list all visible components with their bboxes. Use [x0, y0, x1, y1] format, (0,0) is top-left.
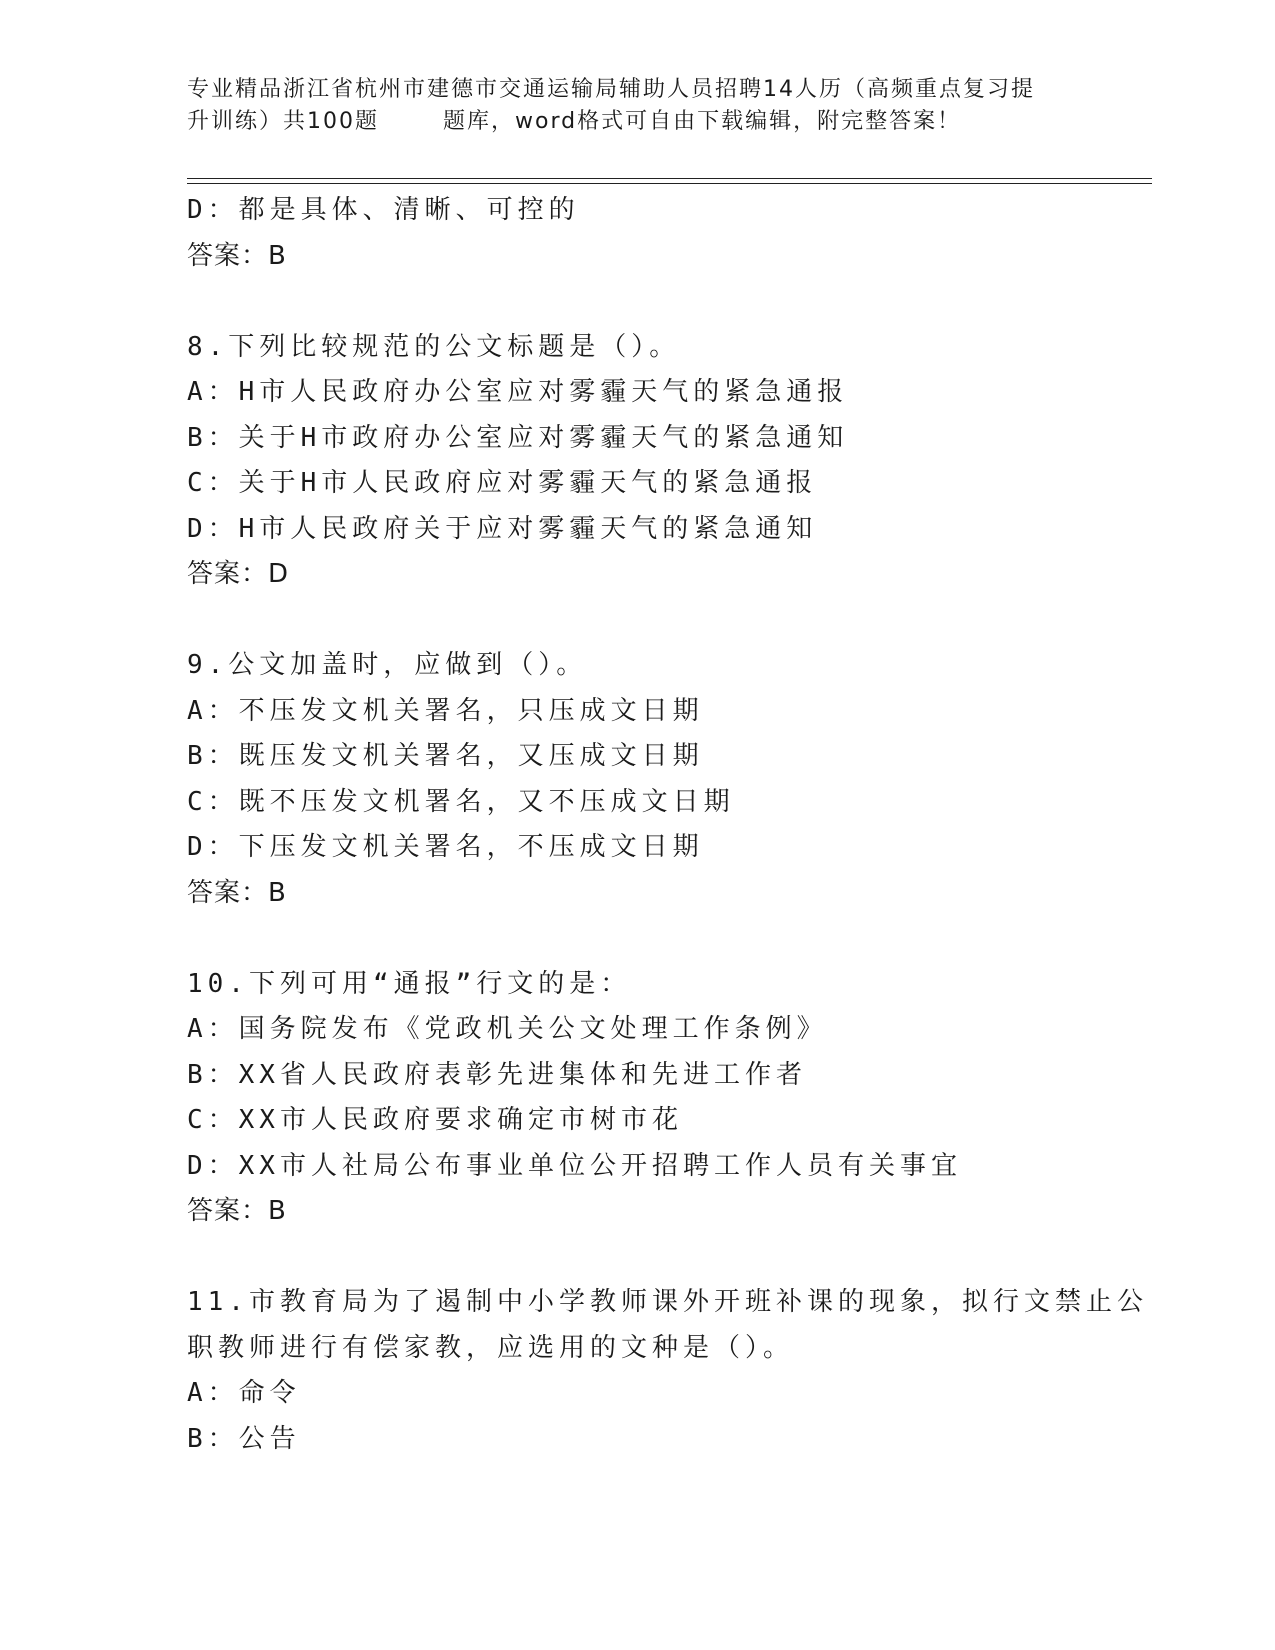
answer: 答案：B	[187, 877, 287, 908]
option-c: C：既不压发文机署名，又不压成文日期	[187, 786, 735, 817]
header-line-2-part-a: 升训练）共100题	[187, 109, 379, 134]
answer: 答案：B	[187, 240, 287, 271]
option-a: A：不压发文机关署名，只压成文日期	[187, 695, 704, 726]
header-rule-top	[187, 178, 1152, 179]
question-8	[187, 325, 1087, 598]
option-c: C：关于H市人民政府应对雾霾天气的紧急通报	[187, 468, 818, 498]
option-b: B：既压发文机关署名，又压成文日期	[187, 741, 704, 771]
header-rule-bottom	[187, 183, 1152, 184]
header-line-1: 专业精品浙江省杭州市建德市交通运输局辅助人员招聘14人历（高频重点复习提	[187, 77, 1035, 102]
option-b: B：关于H市政府办公室应对雾霾天气的紧急通知	[187, 422, 849, 453]
option-d: D：都是具体、清晰、可控的	[187, 195, 580, 225]
question-content	[187, 188, 1148, 1462]
spacer	[187, 1235, 1087, 1281]
question-9	[187, 643, 1087, 916]
spacer	[187, 279, 1087, 325]
question-7-fragment	[187, 188, 1087, 279]
option-d: D：H市人民政府关于应对雾霾天气的紧急通知	[187, 513, 818, 544]
option-a: A：H市人民政府办公室应对雾霾天气的紧急通报	[187, 377, 849, 407]
spacer	[187, 598, 1087, 644]
page-header	[187, 74, 1087, 138]
header-line-2	[187, 106, 1087, 138]
question-stem-line-1: 11.市教育局为了遏制中小学教师课外开班补课的现象，拟行文禁止公	[187, 1287, 1148, 1317]
header-line-2-part-b: 题库，word格式可自由下载编辑，附完整答案！	[443, 109, 962, 134]
answer: 答案：B	[187, 1196, 287, 1226]
option-b: B：XX省人民政府表彰先进集体和先进工作者	[187, 1059, 807, 1090]
answer: 答案：D	[187, 559, 290, 589]
option-d: D：XX市人社局公布事业单位公开招聘工作人员有关事宜	[187, 1150, 962, 1181]
question-stem: 8.下列比较规范的公文标题是（）。	[187, 331, 681, 362]
option-c: C：XX市人民政府要求确定市树市花	[187, 1105, 683, 1135]
option-a: A：命令	[187, 1378, 301, 1408]
option-b: B：公告	[187, 1423, 301, 1454]
question-stem-line-2: 职教师进行有偿家教，应选用的文种是（）。	[187, 1332, 795, 1363]
option-d: D：下压发文机关署名，不压成文日期	[187, 832, 704, 862]
question-stem: 10.下列可用“通报”行文的是：	[187, 968, 632, 999]
option-a: A：国务院发布《党政机关公文处理工作条例》	[187, 1014, 828, 1044]
question-10	[187, 962, 1087, 1235]
question-stem: 9.公文加盖时，应做到（）。	[187, 650, 588, 680]
question-11	[187, 1280, 1148, 1462]
spacer	[187, 916, 1087, 962]
